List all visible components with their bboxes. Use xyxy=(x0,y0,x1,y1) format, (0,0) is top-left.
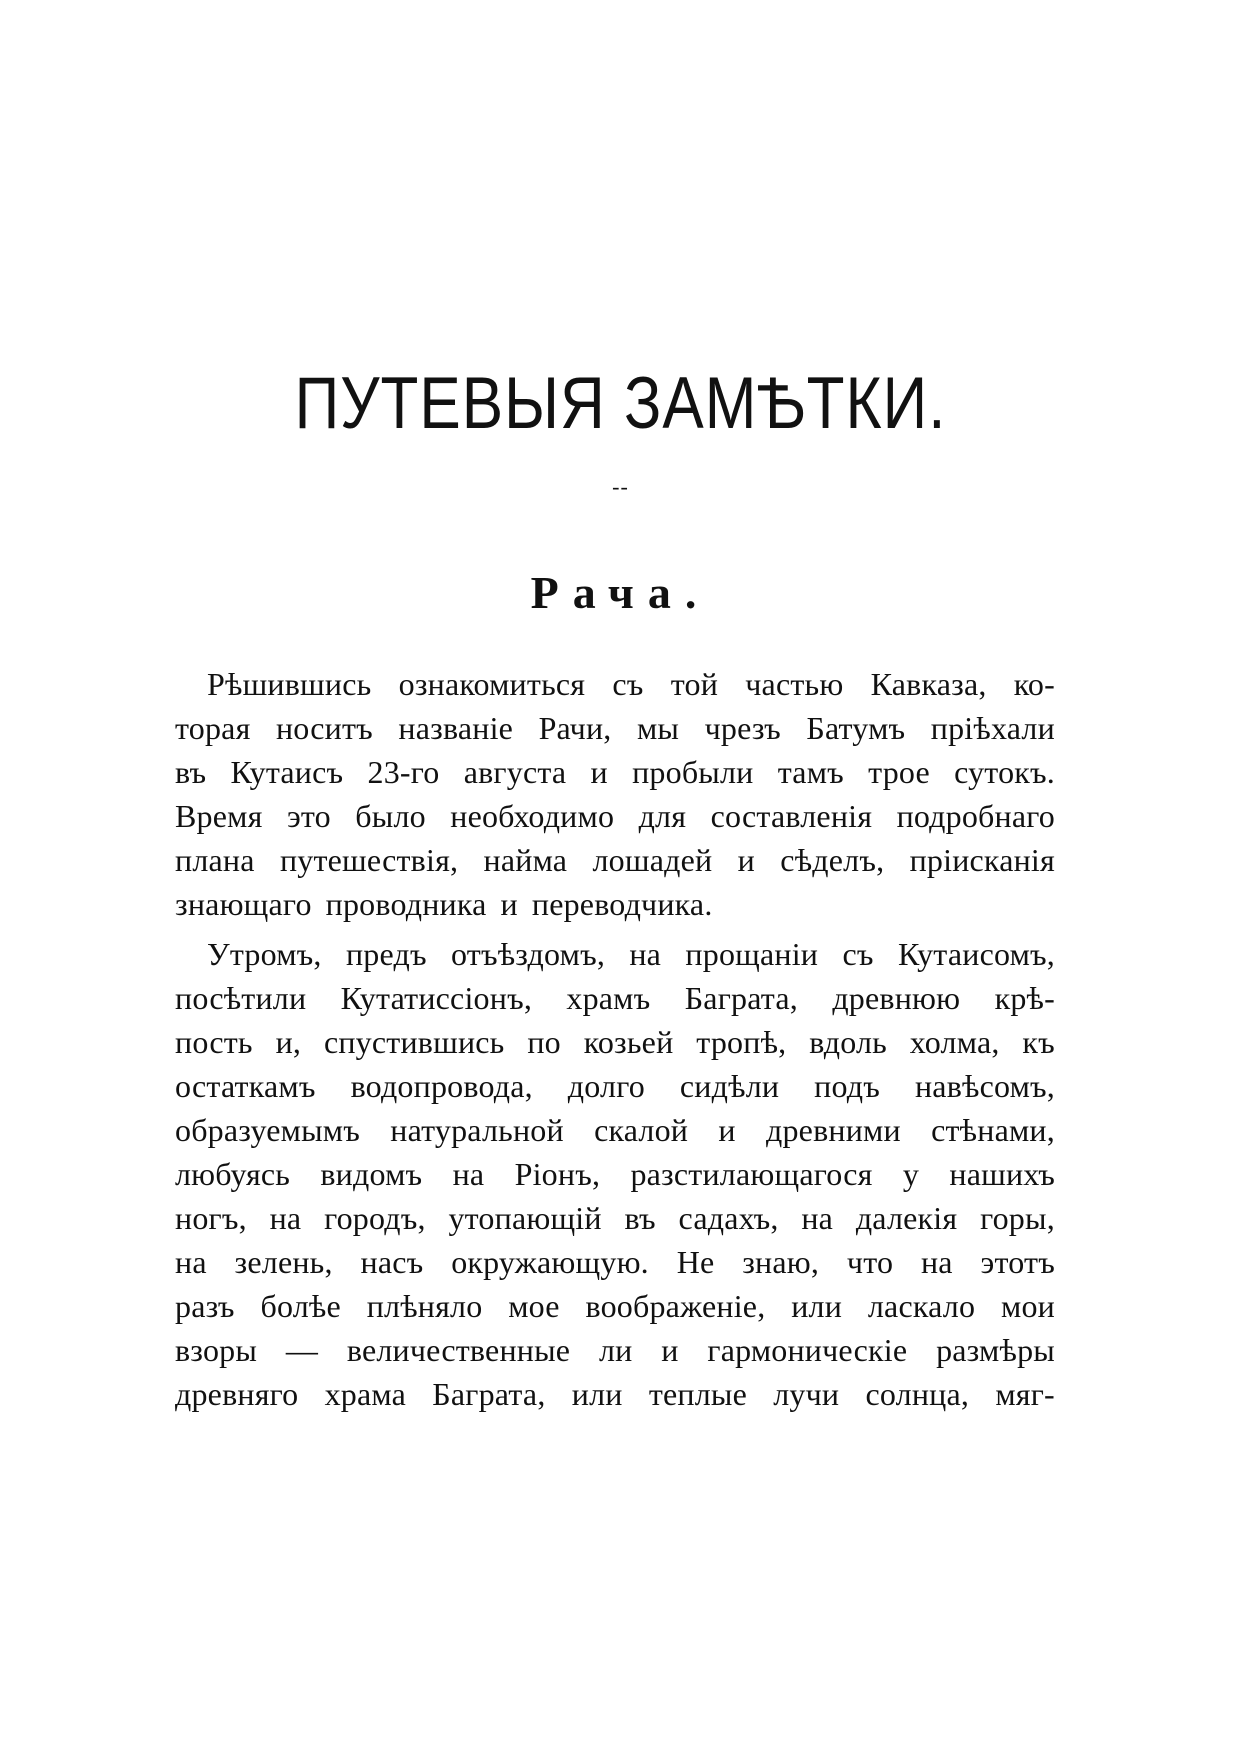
word: лошадей xyxy=(592,842,713,878)
word: той xyxy=(670,666,719,702)
title-separator: -- xyxy=(612,474,629,499)
word: натуральной xyxy=(390,1112,564,1148)
word: и xyxy=(718,1112,736,1148)
word: — xyxy=(285,1332,319,1368)
word: мяг- xyxy=(995,1376,1055,1412)
word: Утромъ, xyxy=(207,936,322,972)
word: Батумъ xyxy=(806,710,906,746)
word: и xyxy=(661,1332,679,1368)
text-line xyxy=(175,662,1055,706)
word: переводчика. xyxy=(531,886,713,922)
word: горы, xyxy=(980,1200,1055,1236)
word: далекія xyxy=(855,1200,958,1236)
section-title: Рача. xyxy=(530,567,711,618)
word: древняго xyxy=(175,1376,299,1412)
word: спустившись xyxy=(323,1024,505,1060)
word: что xyxy=(846,1244,894,1280)
word: разъ xyxy=(175,1288,235,1324)
word: носитъ xyxy=(275,710,373,746)
word: плана xyxy=(175,842,255,878)
word: частью xyxy=(745,666,844,702)
word: стѣнами, xyxy=(931,1112,1055,1148)
text-line xyxy=(175,1372,1055,1416)
word: Не xyxy=(676,1244,715,1280)
word: Баграта, xyxy=(432,1376,546,1412)
word: храма xyxy=(324,1376,407,1412)
word: сидѣли xyxy=(679,1068,780,1104)
word: августа xyxy=(463,754,567,790)
word: прощаніи xyxy=(685,936,819,972)
word: мое xyxy=(508,1288,560,1324)
word: водопровода, xyxy=(350,1068,533,1104)
word: образуемымъ xyxy=(175,1112,360,1148)
word: на xyxy=(920,1244,953,1280)
word: насъ xyxy=(360,1244,424,1280)
word: пость xyxy=(175,1024,253,1060)
word: Рѣшившись xyxy=(207,666,372,702)
word: разстилающагося xyxy=(630,1156,873,1192)
word: козьей xyxy=(583,1024,674,1060)
text-line xyxy=(175,1240,1055,1284)
word: мои xyxy=(1001,1288,1055,1324)
word: найма xyxy=(483,842,568,878)
word: древнюю xyxy=(832,980,961,1016)
word: подробнаго xyxy=(896,798,1055,834)
word: садахъ, xyxy=(678,1200,779,1236)
word: Кутаисомъ, xyxy=(897,936,1055,972)
word: величественные xyxy=(346,1332,571,1368)
word: для xyxy=(638,798,687,834)
word: лучи xyxy=(773,1376,840,1412)
word: съ xyxy=(612,666,644,702)
word: путешествія, xyxy=(279,842,459,878)
word: остаткамъ xyxy=(175,1068,316,1104)
word: болѣе xyxy=(260,1288,341,1324)
text-line xyxy=(175,706,1055,750)
text-line xyxy=(175,1108,1055,1152)
word: солнца, xyxy=(865,1376,970,1412)
word: холма, xyxy=(909,1024,1000,1060)
word: Баграта, xyxy=(684,980,798,1016)
word: скалой xyxy=(594,1112,689,1148)
text-line xyxy=(175,1152,1055,1196)
text-line xyxy=(175,838,1055,882)
word: мы xyxy=(636,710,680,746)
word: знающаго xyxy=(175,886,312,922)
word: въ xyxy=(624,1200,656,1236)
text-line xyxy=(175,1284,1055,1328)
word: Кутатиссіонъ, xyxy=(340,980,533,1016)
word: трое xyxy=(868,754,930,790)
word: этотъ xyxy=(980,1244,1055,1280)
text-line xyxy=(175,1020,1055,1064)
body-text xyxy=(175,662,1055,1416)
word: необходимо xyxy=(450,798,615,834)
text-line xyxy=(175,932,1055,976)
word: и xyxy=(737,842,755,878)
word: взоры xyxy=(175,1332,258,1368)
word: или xyxy=(571,1376,623,1412)
word: любуясь xyxy=(175,1156,291,1192)
text-line xyxy=(175,1328,1055,1372)
word: торая xyxy=(175,710,251,746)
word: вдоль xyxy=(809,1024,887,1060)
word: нашихъ xyxy=(949,1156,1055,1192)
word: воображеніе, xyxy=(585,1288,766,1324)
word: ласкало xyxy=(867,1288,976,1324)
word: и xyxy=(590,754,608,790)
word: у xyxy=(902,1156,920,1192)
word: пробыли xyxy=(632,754,754,790)
word: теплые xyxy=(648,1376,748,1412)
word: на xyxy=(269,1200,302,1236)
word: пріѣхали xyxy=(930,710,1055,746)
word: къ xyxy=(1022,1024,1055,1060)
word: древними xyxy=(765,1112,901,1148)
word: было xyxy=(355,798,426,834)
word: Кавказа, xyxy=(870,666,987,702)
page-title: ПУТЕВЫЯ ЗАМѢТКИ. xyxy=(294,363,947,445)
word: съ xyxy=(842,936,874,972)
text-line xyxy=(175,882,1055,926)
word: видомъ xyxy=(320,1156,423,1192)
text-line xyxy=(175,1196,1055,1240)
word: 23-го xyxy=(367,754,440,790)
word: на xyxy=(452,1156,485,1192)
word: сутокъ. xyxy=(954,754,1055,790)
word: тамъ xyxy=(777,754,844,790)
word: навѣсомъ, xyxy=(914,1068,1055,1104)
word: это xyxy=(286,798,331,834)
word: ко- xyxy=(1013,666,1055,702)
word: названіе xyxy=(398,710,514,746)
word: ногъ, xyxy=(175,1200,247,1236)
word: тропѣ, xyxy=(696,1024,787,1060)
word: ознакомиться xyxy=(398,666,586,702)
word: на xyxy=(629,936,662,972)
word: зелень, xyxy=(234,1244,333,1280)
word: по xyxy=(527,1024,561,1060)
word: утопающій xyxy=(448,1200,602,1236)
word: храмъ xyxy=(566,980,651,1016)
word: или xyxy=(791,1288,843,1324)
word: на xyxy=(801,1200,834,1236)
word: ли xyxy=(599,1332,633,1368)
word: размѣры xyxy=(936,1332,1055,1368)
text-line xyxy=(175,976,1055,1020)
word: посѣтили xyxy=(175,980,307,1016)
word: Рачи, xyxy=(538,710,612,746)
word: городъ, xyxy=(324,1200,426,1236)
word: сѣделъ, xyxy=(780,842,885,878)
word: долго xyxy=(567,1068,645,1104)
word: въ xyxy=(175,754,207,790)
word: отъѣздомъ, xyxy=(451,936,606,972)
text-line xyxy=(175,750,1055,794)
text-line xyxy=(175,794,1055,838)
word: плѣняло xyxy=(366,1288,483,1324)
word: знаю, xyxy=(742,1244,820,1280)
word: и xyxy=(500,886,518,922)
word: на xyxy=(175,1244,207,1280)
word: Время xyxy=(175,798,263,834)
word: проводника xyxy=(325,886,487,922)
word: гармоническіе xyxy=(707,1332,908,1368)
word: крѣ- xyxy=(994,980,1055,1016)
word: чрезъ xyxy=(704,710,781,746)
text-line xyxy=(175,1064,1055,1108)
word: предъ xyxy=(345,936,427,972)
word: прiисканія xyxy=(909,842,1055,878)
word: Ріонъ, xyxy=(514,1156,601,1192)
word: подъ xyxy=(814,1068,880,1104)
word: и, xyxy=(275,1024,302,1060)
word: составленія xyxy=(710,798,873,834)
word: окружающую. xyxy=(451,1244,649,1280)
word: Кутаисъ xyxy=(230,754,344,790)
